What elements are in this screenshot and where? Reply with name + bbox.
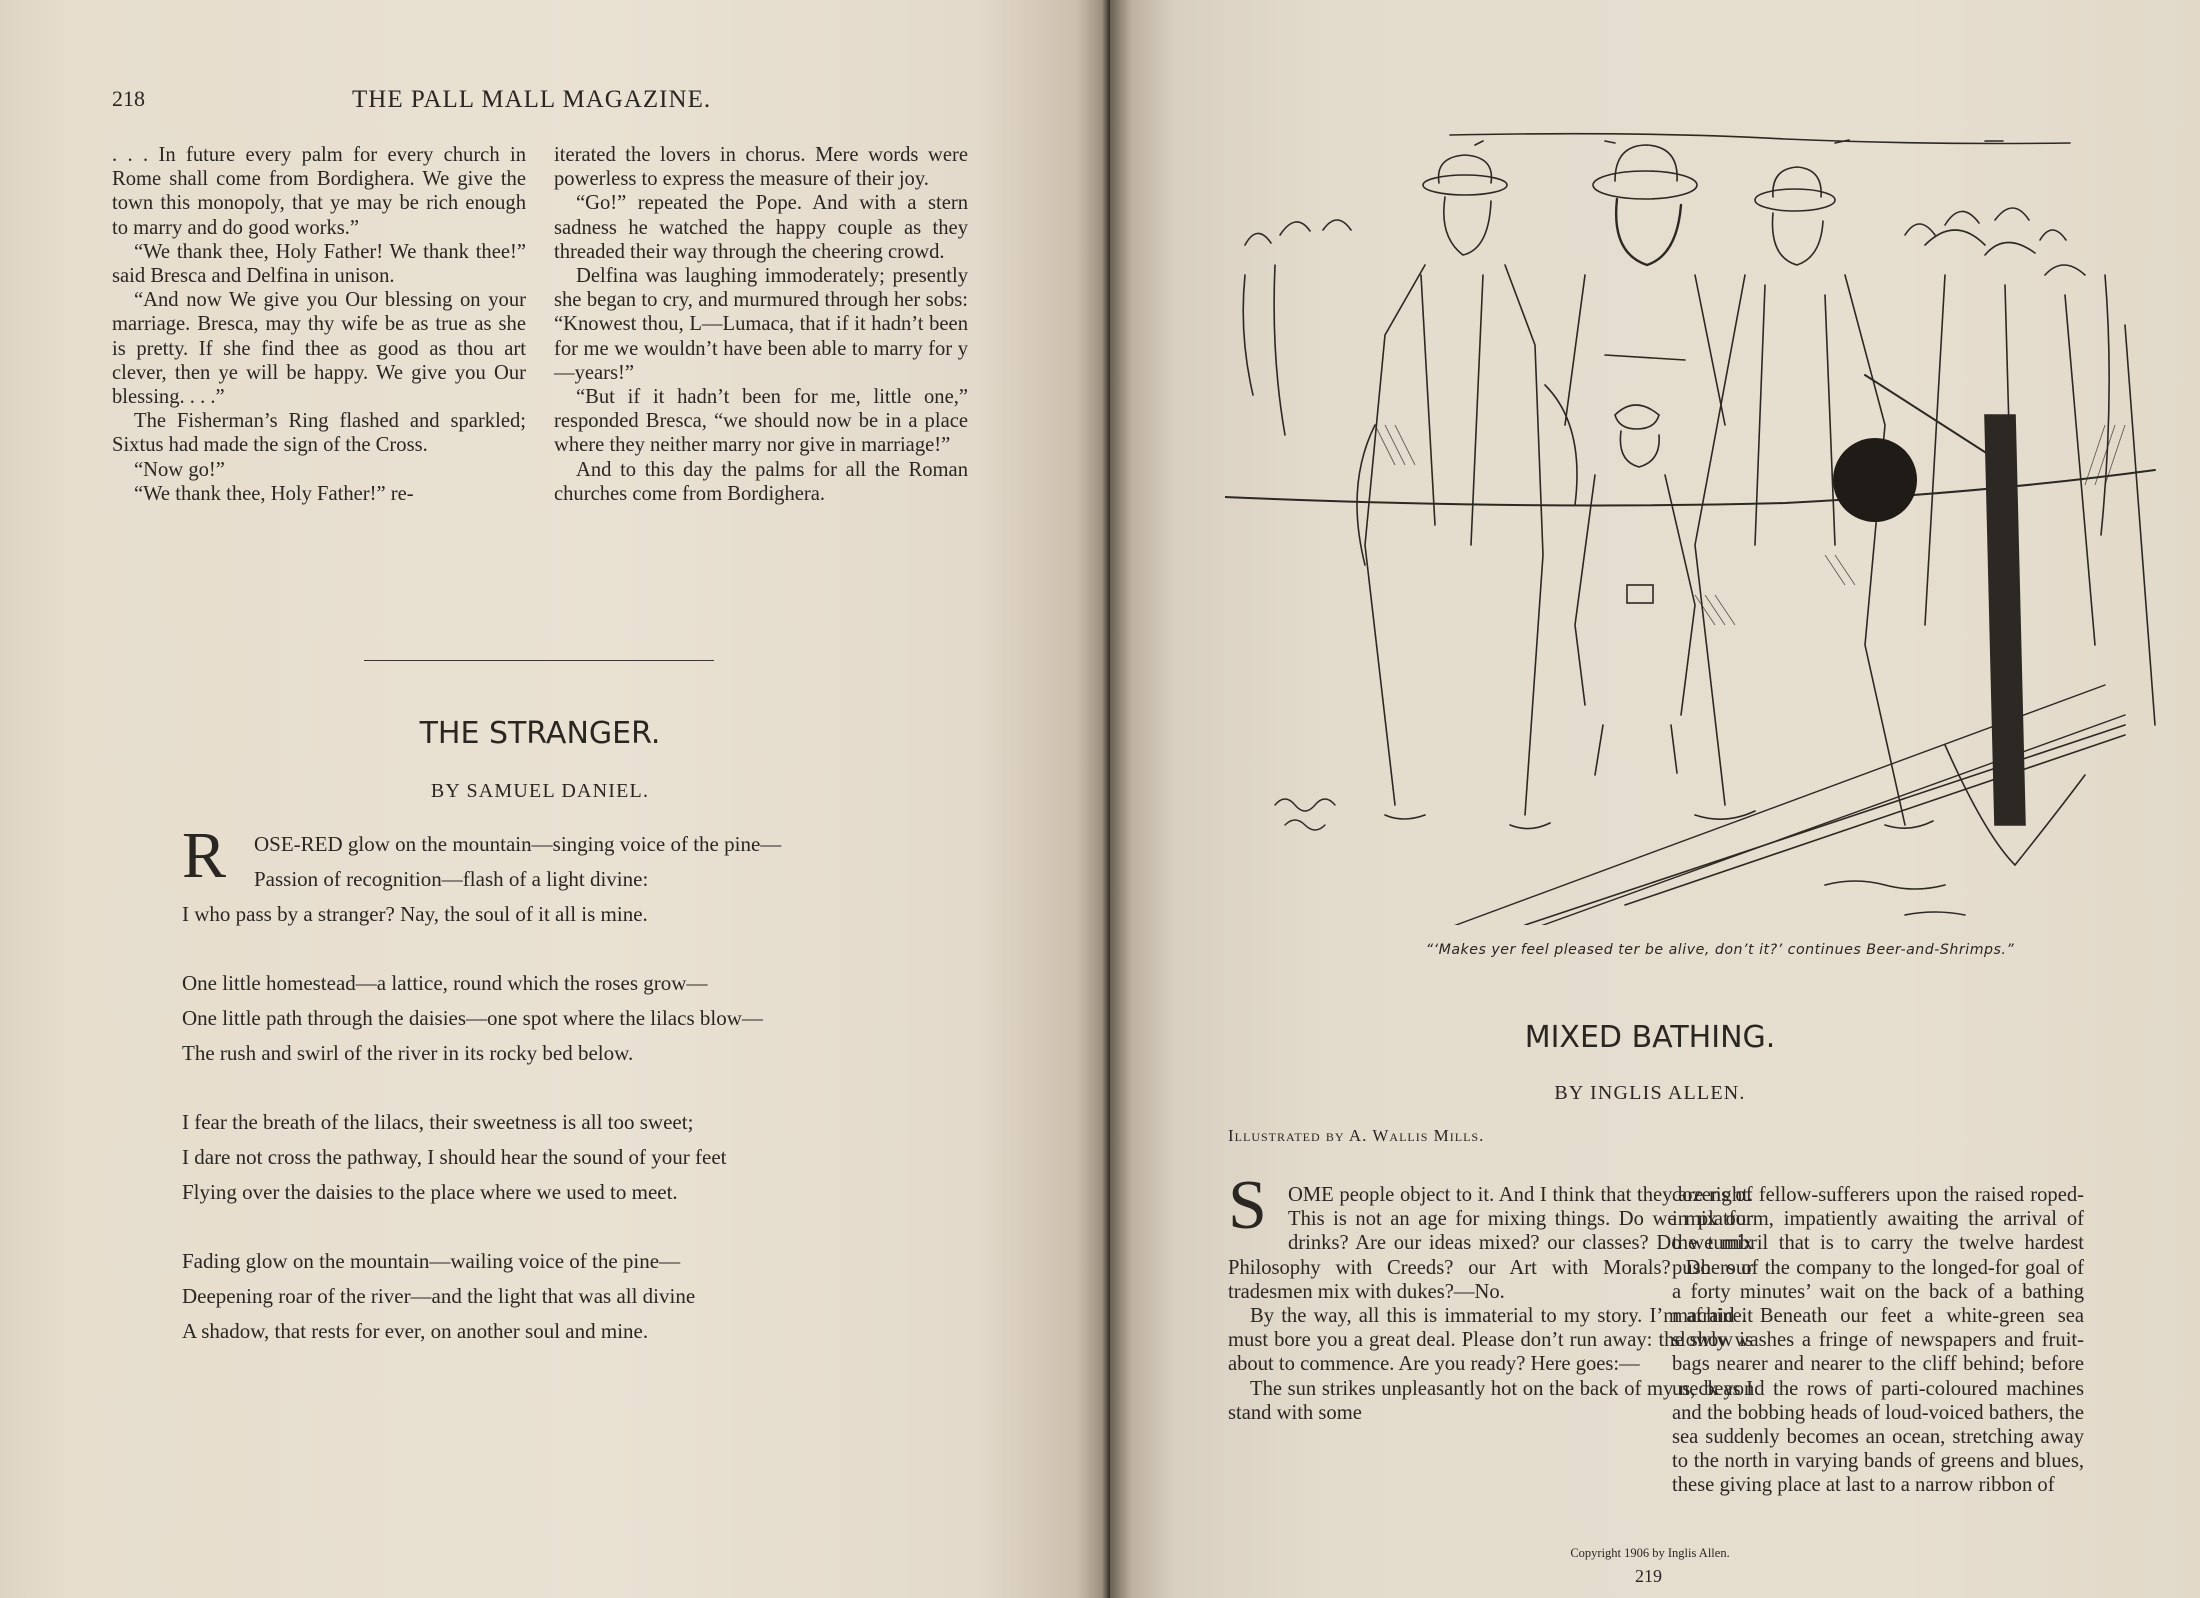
paragraph: And to this day the palms for all the Roman churches come from Bordighera. — [554, 458, 968, 505]
paragraph: The Fisherman’s Ring flashed and sparkled; Sixtus had made the sign of the Cross. — [112, 410, 526, 457]
poem-line: Deepening roar of the river—and the light that was all divine — [182, 1284, 696, 1308]
left-column-2 — [554, 143, 968, 506]
drop-cap: S — [1228, 1167, 1267, 1244]
paragraph: The sun strikes unpleasantly hot on the back of my neck as I stand with some — [1228, 1377, 1753, 1424]
poem-line: I fear the breath of the lilacs, their sweetness is all too sweet; — [182, 1110, 694, 1134]
poem-line: OSE-RED glow on the mountain—singing voice of the pine— — [254, 832, 782, 856]
poem-line: Fading glow on the mountain—wailing voice of the pine— — [182, 1249, 681, 1273]
poem-line: I dare not cross the pathway, I should hear the sound of your feet — [182, 1145, 727, 1169]
right-page — [1110, 0, 2200, 1598]
paragraph: By the way, all this is immaterial to my story. I’m afraid it must bore you a great deal. Please don’t run away: the show is about to commence. Are you ready? Here goes:— — [1228, 1305, 1753, 1376]
paragraph: “But if it hadn’t been for me, little one,” responded Bresca, “we should now be in a place where they neither marry nor give in marriage!” — [554, 386, 968, 457]
paragraph: Delfina was laughing immoderately; presently she began to cry, and murmured through her sobs: “Knowest thou, L—Lumaca, that if it hadn’t been for me we wouldn’t have been able to marry for y—years!” — [554, 265, 968, 384]
article-byline: BY INGLIS ALLEN. — [1554, 1082, 1746, 1104]
drop-cap: R — [182, 819, 227, 892]
page-number-left: 218 — [112, 86, 145, 111]
poem-byline: BY SAMUEL DANIEL. — [430, 780, 650, 802]
paragraph: “We thank thee, Holy Father!” re- — [134, 482, 414, 505]
poem-line: One little homestead—a lattice, round which the roses grow— — [182, 971, 708, 995]
paragraph-text: OME people object to it. And I think that they are right. This is not an age for mixing things. Do we mix our drinks? Are our ideas mixed? our classes? Do we mix Philosophy with Creeds? our Art with Morals? Do our tradesmen mix with dukes?—No. — [1228, 1184, 1753, 1303]
paragraph: iterated the lovers in chorus. Mere words were powerless to express the measure of their joy. — [554, 144, 968, 191]
copyright-notice: Copyright 1906 by Inglis Allen. — [1570, 1546, 1730, 1560]
article-title: MIXED BATHING. — [1524, 1020, 1776, 1055]
crowd-on-pier-illustration-icon — [1225, 125, 2185, 925]
page-number-right: 219 — [1635, 1566, 1662, 1586]
paragraph: “Go!” repeated the Pope. And with a stern sadness he watched the happy couple as they threaded their way through the cheering crowd. — [554, 192, 968, 263]
poem-line: Flying over the daisies to the place where we used to meet. — [182, 1180, 678, 1204]
section-divider — [364, 660, 714, 661]
left-column-1 — [112, 143, 526, 506]
paragraph: “Now go!” — [134, 458, 225, 481]
drop-cap-spacer — [1228, 1183, 1288, 1247]
running-head: THE PALL MALL MAGAZINE. — [352, 86, 712, 113]
poem-line: Passion of recognition—flash of a light divine: — [254, 867, 649, 891]
poem-title: THE STRANGER. — [419, 716, 661, 751]
poem-line: One little path through the daisies—one spot where the lilacs blow— — [182, 1006, 763, 1030]
illustration-caption: “‘Makes yer feel pleased ter be alive, don’t it?’ continues Beer-and-Shrimps.” — [1425, 942, 2015, 958]
paragraph: . . . In future every palm for every church in Rome shall come from Bordighera. We give the town this monopoly, that ye may be rich enough to marry and do good works.” — [112, 144, 526, 239]
poem-line: I who pass by a stranger? Nay, the soul of it all is mine. — [182, 902, 648, 926]
paragraph: “We thank thee, Holy Father! We thank thee!” said Bresca and Delfina in unison. — [112, 240, 526, 288]
article-column-2 — [1672, 1183, 2084, 1498]
poem-line: The rush and swirl of the river in its rocky bed below. — [182, 1041, 634, 1065]
poem-body — [182, 830, 942, 1350]
paragraph: “And now We give you Our blessing on your marriage. Bresca, may thy wife be as true as she is pretty. If she find thee as good as thou art clever, then ye will be happy. We give you Our blessing. . . .” — [112, 289, 526, 409]
illustrator-credit: Illustrated by A. Wallis Mills. — [1228, 1126, 1485, 1145]
poem-line: A shadow, that rests for ever, on another soul and mine. — [182, 1319, 649, 1343]
paragraph: dozens of fellow-sufferers upon the raised roped-in platform, impatiently awaiting the arrival of the tumbril that is to carry the twelve hardest pushers of the company to the longed-for goal of a forty minutes’ wait on the back of a bathing machine. Beneath our feet a white-green sea slowly washes a fringe of newspapers and fruit-bags nearer and nearer to the cliff behind; before us, beyond the rows of parti-coloured machines and the bobbing heads of loud-voiced bathers, the sea suddenly becomes an ocean, stretching away to the north in varying bands of greens and blues, these giving place at last to a narrow ribbon of — [1672, 1184, 2084, 1497]
